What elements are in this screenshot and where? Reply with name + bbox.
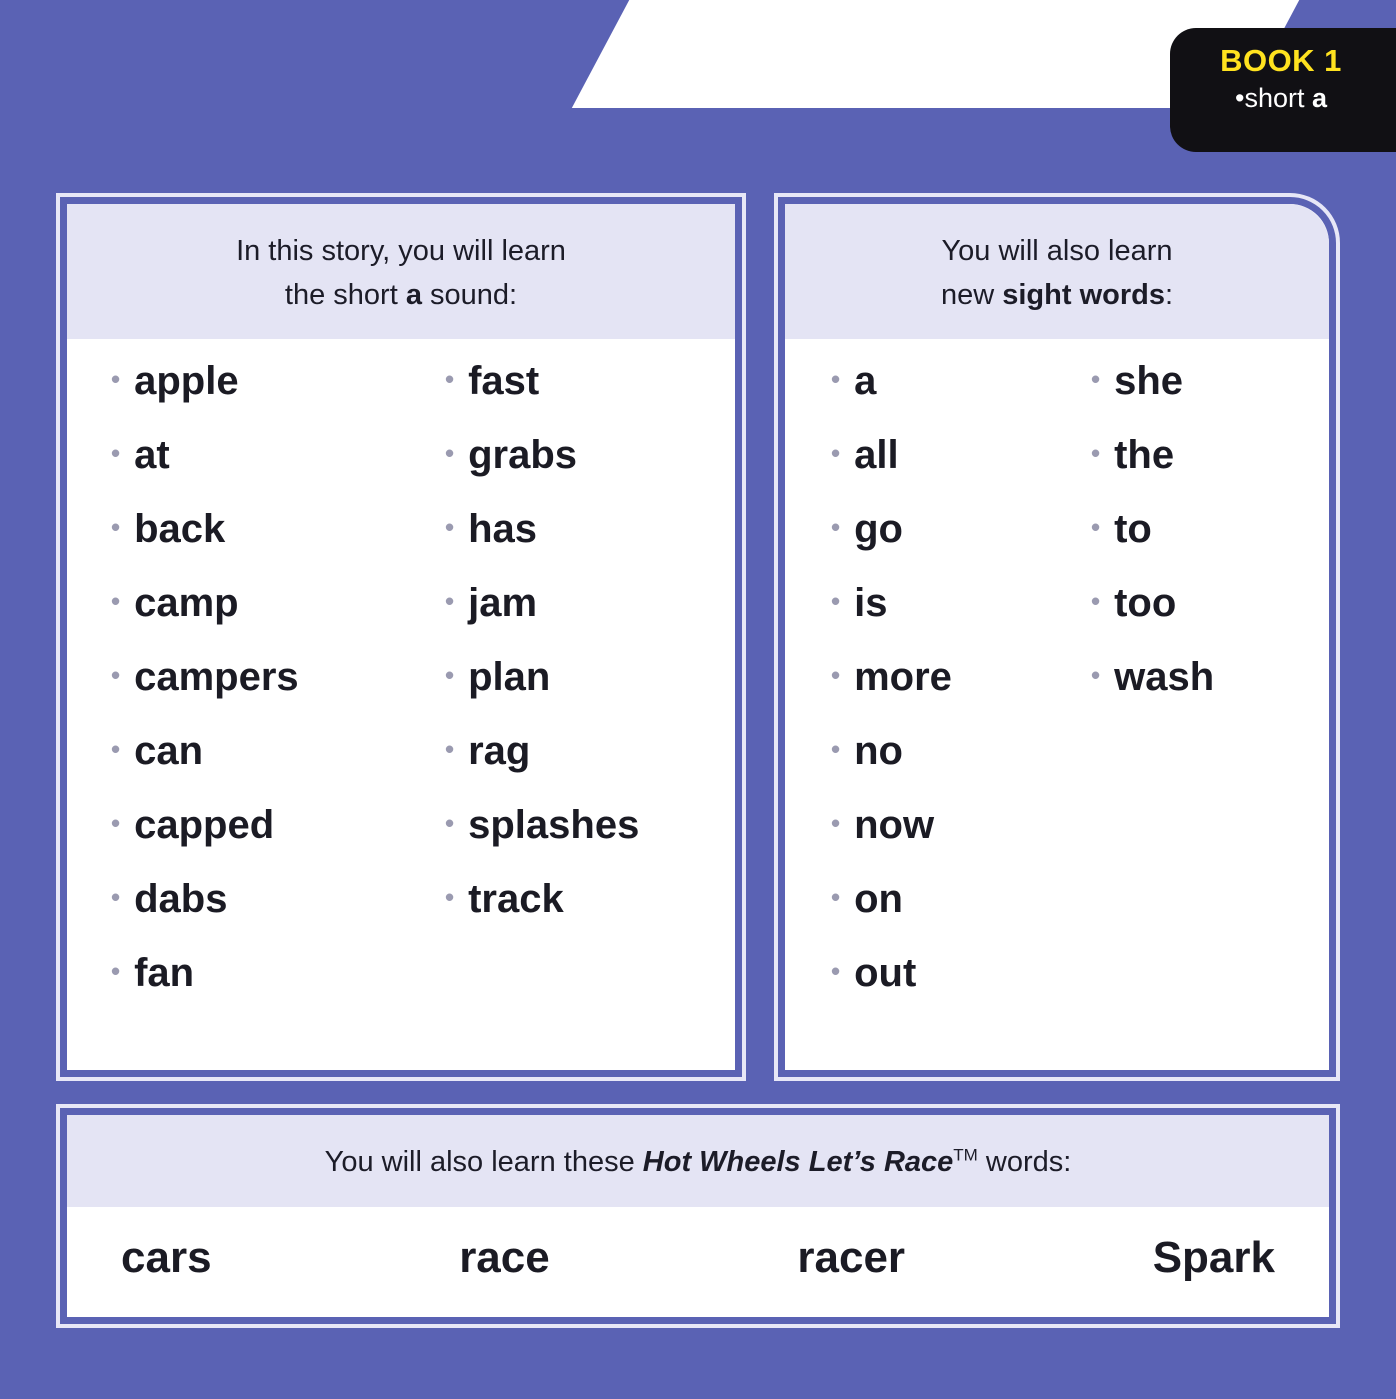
- book-badge-title: BOOK 1: [1220, 43, 1342, 78]
- word-text: plan: [468, 655, 551, 699]
- list-item: [831, 583, 1069, 623]
- word-text: race: [459, 1232, 550, 1282]
- bullet-icon: •: [111, 364, 121, 394]
- badge-sub-letter: a: [1311, 83, 1327, 114]
- brand-word-panel: [60, 1108, 1336, 1324]
- bullet-icon: •: [111, 660, 121, 690]
- sight-word-list-2: [1091, 361, 1329, 697]
- list-item: [831, 657, 1069, 697]
- phonics-column-1: [67, 361, 401, 1027]
- word-text: too: [1114, 581, 1177, 625]
- book-badge: [1170, 28, 1396, 152]
- list-item: [111, 953, 401, 993]
- sight-word-list-1: [831, 361, 1069, 993]
- sight-heading-post: :: [1164, 278, 1174, 311]
- sight-columns: [785, 339, 1329, 1027]
- phonics-heading-pre: the short: [284, 278, 406, 311]
- sight-heading-line1: You will also learn: [941, 235, 1173, 267]
- list-item: [445, 509, 735, 549]
- word-text: track: [468, 877, 564, 921]
- word-text: grabs: [468, 433, 578, 477]
- brand-heading-title: Hot Wheels Let’s Race: [642, 1146, 954, 1178]
- bullet-icon: •: [445, 438, 455, 468]
- word-text: splashes: [468, 803, 640, 847]
- phonics-column-2: [401, 361, 735, 1027]
- list-item: [111, 879, 401, 919]
- word-text: can: [134, 729, 204, 773]
- list-item: [831, 509, 1069, 549]
- badge-sub-prefix: short: [1244, 83, 1312, 114]
- list-item: [831, 953, 1069, 993]
- bullet-icon: •: [111, 586, 121, 616]
- list-item: [111, 731, 401, 771]
- bullet-icon: •: [1091, 660, 1101, 690]
- phonics-heading-line2: [85, 274, 717, 318]
- list-item: [445, 583, 735, 623]
- bullet-icon: •: [831, 956, 841, 986]
- bullet-icon: •: [831, 882, 841, 912]
- bullet-icon: •: [831, 734, 841, 764]
- list-item: [445, 361, 735, 401]
- list-item: [445, 879, 735, 919]
- bullet-icon: •: [445, 882, 455, 912]
- phonics-heading-letter: a: [405, 278, 422, 311]
- list-item: [111, 805, 401, 845]
- word-text: Spark: [1152, 1232, 1275, 1282]
- word-text: now: [854, 803, 935, 847]
- bullet-icon: •: [831, 808, 841, 838]
- list-item: [831, 879, 1069, 919]
- word-text: more: [854, 655, 952, 699]
- brand-heading-pre: You will also learn these: [324, 1146, 643, 1178]
- word-text: dabs: [134, 877, 228, 921]
- sight-column-2: [1069, 361, 1329, 1027]
- bullet-icon: •: [111, 882, 121, 912]
- bullet-icon: •: [445, 734, 455, 764]
- bullet-icon: •: [445, 586, 455, 616]
- word-text: fan: [134, 951, 195, 995]
- sight-panel-heading: [785, 204, 1329, 339]
- badge-bullet: •: [1234, 83, 1245, 114]
- book-badge-subtitle: [1196, 84, 1366, 114]
- sight-heading-pre: new: [940, 278, 1003, 311]
- bullet-icon: •: [445, 364, 455, 394]
- list-item: [831, 805, 1069, 845]
- list-item: [445, 805, 735, 845]
- bullet-icon: •: [1091, 438, 1101, 468]
- bullet-icon: •: [831, 512, 841, 542]
- word-text: the: [1114, 433, 1175, 477]
- bullet-icon: •: [831, 438, 841, 468]
- bullet-icon: •: [111, 734, 121, 764]
- list-item: [831, 731, 1069, 771]
- phonics-heading-post: sound:: [421, 278, 518, 311]
- list-item: [111, 435, 401, 475]
- list-item: [445, 435, 735, 475]
- word-text: cars: [121, 1232, 212, 1282]
- bullet-icon: •: [111, 438, 121, 468]
- word-text: no: [854, 729, 903, 773]
- word-text: go: [854, 507, 903, 551]
- bullet-icon: •: [445, 808, 455, 838]
- list-item: [445, 657, 735, 697]
- trademark-mark: TM: [953, 1145, 978, 1165]
- word-text: she: [1114, 359, 1184, 403]
- phonics-panel-heading: [67, 204, 735, 339]
- bullet-icon: •: [1091, 586, 1101, 616]
- bullet-icon: •: [111, 512, 121, 542]
- word-text: to: [1114, 507, 1152, 551]
- word-text: on: [854, 877, 903, 921]
- word-text: rag: [468, 729, 531, 773]
- word-text: capped: [134, 803, 275, 847]
- bullet-icon: •: [831, 660, 841, 690]
- bullet-icon: •: [445, 512, 455, 542]
- bullet-icon: •: [111, 808, 121, 838]
- brand-word-row: [67, 1207, 1329, 1283]
- bullet-icon: •: [1091, 364, 1101, 394]
- list-item: [111, 583, 401, 623]
- sight-heading-bold: sight words: [1002, 278, 1165, 311]
- list-item: [111, 361, 401, 401]
- sight-word-panel: [778, 197, 1336, 1077]
- phonics-heading-line1: In this story, you will learn: [236, 235, 566, 267]
- list-item: [1091, 509, 1329, 549]
- word-text: is: [854, 581, 888, 625]
- word-text: out: [854, 951, 917, 995]
- list-item: [111, 657, 401, 697]
- word-text: jam: [468, 581, 538, 625]
- list-item: [1091, 361, 1329, 401]
- word-text: apple: [134, 359, 239, 403]
- list-item: [831, 361, 1069, 401]
- word-text: has: [468, 507, 538, 551]
- brand-panel-heading: [67, 1115, 1329, 1207]
- list-item: [1091, 435, 1329, 475]
- sight-column-1: [785, 361, 1069, 1027]
- list-item: [1091, 583, 1329, 623]
- word-text: fast: [468, 359, 540, 403]
- bullet-icon: •: [111, 956, 121, 986]
- phonics-columns: [67, 339, 735, 1027]
- bullet-icon: •: [831, 586, 841, 616]
- brand-heading-post: words:: [977, 1146, 1072, 1178]
- phonics-word-list-2: [445, 361, 735, 919]
- word-text: all: [854, 433, 899, 477]
- word-text: back: [134, 507, 226, 551]
- word-text: wash: [1114, 655, 1215, 699]
- word-text: a: [854, 359, 877, 403]
- phonics-word-panel: [60, 197, 742, 1077]
- word-text: racer: [797, 1232, 906, 1282]
- word-text: at: [134, 433, 170, 477]
- list-item: [1091, 657, 1329, 697]
- bullet-icon: •: [831, 364, 841, 394]
- word-text: campers: [134, 655, 299, 699]
- list-item: [445, 731, 735, 771]
- list-item: [831, 435, 1069, 475]
- phonics-word-list-1: [111, 361, 401, 993]
- bullet-icon: •: [1091, 512, 1101, 542]
- bullet-icon: •: [445, 660, 455, 690]
- list-item: [111, 509, 401, 549]
- word-text: camp: [134, 581, 239, 625]
- sight-heading-line2: [803, 274, 1311, 318]
